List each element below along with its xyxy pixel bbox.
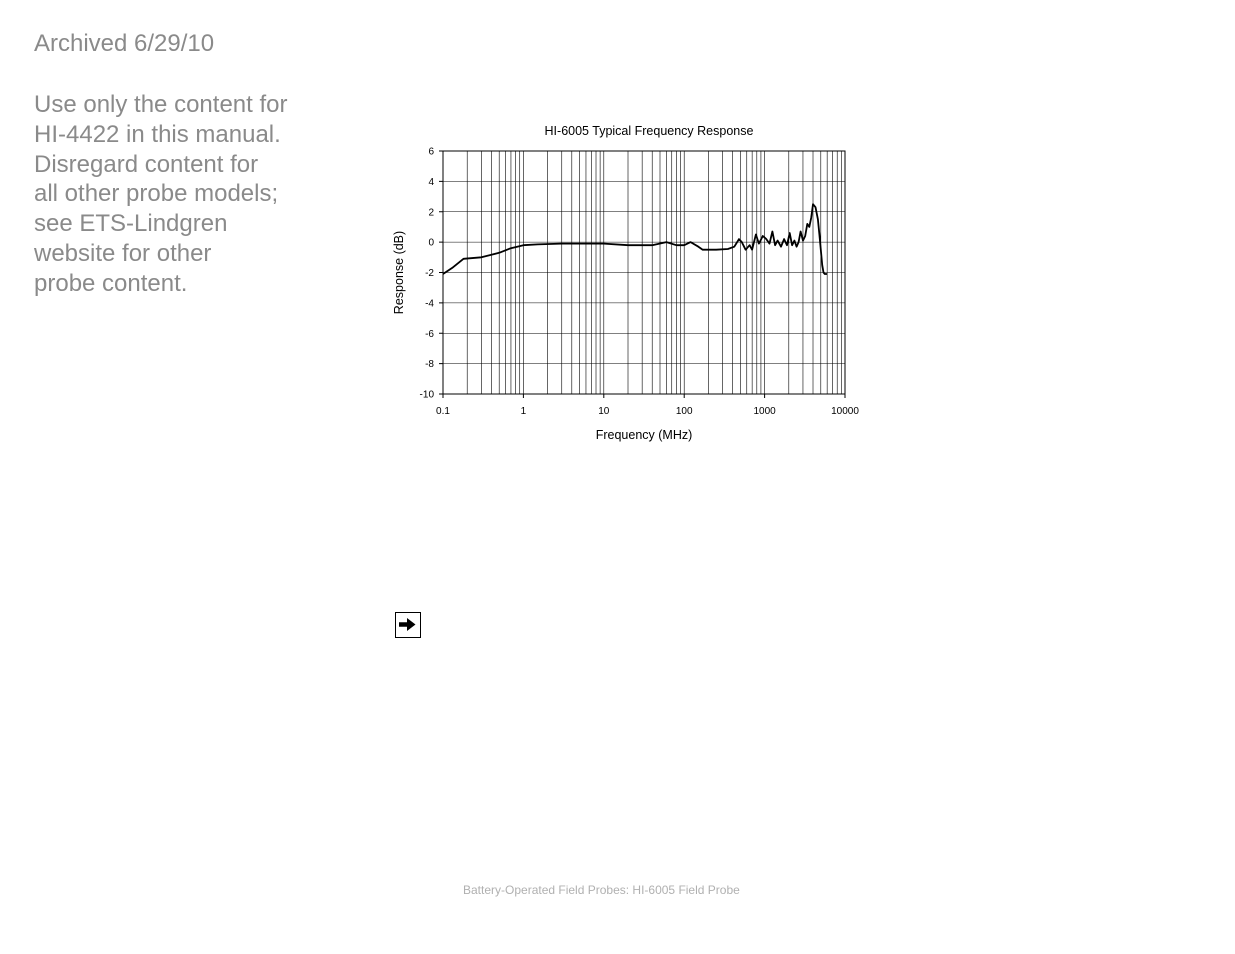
archive-note [34, 90, 324, 299]
right-arrow-icon [395, 612, 421, 638]
archive-note-line: Disregard content for [34, 150, 259, 178]
x-tick-label: 1 [520, 406, 527, 417]
y-tick-label: -2 [425, 268, 434, 279]
x-tick-label: 10000 [831, 406, 859, 417]
right-arrow-icon-graphic [396, 613, 419, 636]
y-tick-label: 4 [428, 176, 434, 188]
y-tick-label: 0 [428, 237, 434, 249]
chart-title: HI-6005 Typical Frequency Response [544, 124, 754, 138]
x-tick-label: 0.1 [436, 406, 450, 417]
archive-note-line: all other probe models; [34, 180, 279, 208]
page-footer: Battery-Operated Field Probes: HI-6005 Field Probe [463, 883, 740, 897]
y-tick-label: -4 [425, 298, 434, 310]
archive-note-line: see ETS-Lindgren [34, 210, 228, 238]
frequency-response-chart [380, 118, 880, 453]
y-tick-label: -10 [419, 389, 434, 401]
archive-note-line: website for other [34, 239, 212, 267]
archive-date: Archived 6/29/10 [34, 30, 215, 57]
archive-note-line: Use only the content for [34, 91, 288, 118]
x-tick-label: 10 [598, 406, 610, 417]
y-tick-label: 2 [428, 207, 434, 219]
x-tick-label: 1000 [753, 406, 776, 417]
y-axis-label: Response (dB) [392, 230, 406, 315]
x-axis-label: Frequency (MHz) [595, 428, 693, 442]
archive-note-line: probe content. [34, 269, 188, 297]
archive-note-line: HI-4422 in this manual. [34, 120, 281, 148]
y-tick-label: 6 [428, 146, 434, 158]
x-tick-label: 100 [675, 406, 693, 417]
y-tick-label: -8 [425, 359, 434, 371]
y-tick-label: -6 [425, 328, 434, 340]
